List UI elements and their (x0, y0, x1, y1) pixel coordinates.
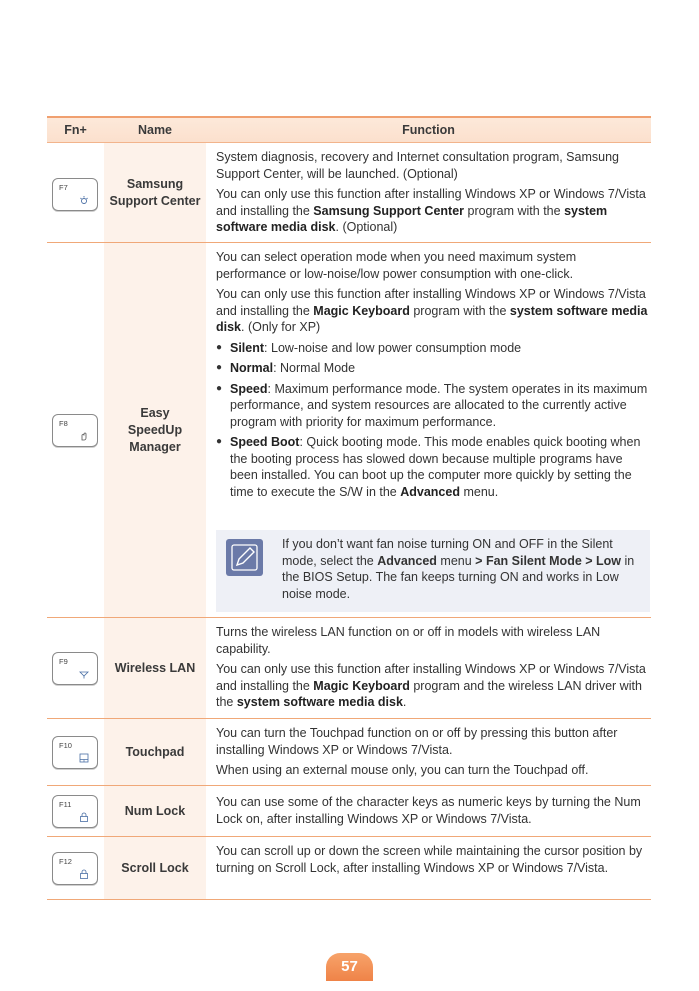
note-box (216, 530, 650, 612)
list-item: ● Speed: Maximum performance mode. The system operates in its maximum performance, and system resources are allocated to the currently active program with priority for maximum performance. (216, 381, 649, 431)
row-function: You can turn the Touchpad function on or off by pressing this button after installing Windows XP or Windows 7/Vista. When using an external mouse only, you can turn the Touchpad off. (216, 726, 618, 777)
note-pencil-icon (226, 539, 263, 576)
row-name: Num Lock (104, 786, 206, 836)
row-name: Wireless LAN (104, 618, 206, 718)
function-key-table (47, 116, 651, 900)
row-name: Touchpad (104, 719, 206, 785)
key-f9: F9 (52, 652, 98, 685)
list-item: ● Normal: Normal Mode (216, 360, 649, 377)
list-item: ● Speed Boot: Quick booting mode. This mode enables quick booting when the booting process has slowed down because multiple programs have been installed. You can boot up the computer more quickly by setting the time to execute the S/W in the Advanced menu. (216, 434, 649, 500)
wireless-icon (79, 669, 89, 679)
note-text: If you don’t want fan noise turning ON and OFF in the Silent mode, select the Advanced menu > Fan Silent Mode > Low in the BIOS Setup. The fan keeps turning ON and works in Low noise mode. (282, 537, 635, 601)
row-function: System diagnosis, recovery and Internet consultation program, Samsung Support Center, will be launched. (Optional) You can only use this function after installing Windows XP or Windows 7/Vista and installing the Samsung Support Center program with the system software media disk. (Optional) (216, 150, 646, 234)
header-function: Function (402, 123, 455, 137)
touchpad-icon (79, 753, 89, 763)
table-row (47, 618, 651, 719)
header-name: Name (137, 123, 173, 137)
table-header (47, 116, 651, 143)
row-function: Turns the wireless LAN function on or off in models with wireless LAN capability. You can only use this function after installing Windows XP or Windows 7/Vista and installing the Magic Keyboard program and the wireless LAN driver with the system software media disk. (216, 625, 646, 709)
table-row (47, 786, 651, 837)
key-f12: F12 (52, 852, 98, 885)
key-f10: F10 (52, 736, 98, 769)
speedup-icon (79, 431, 89, 441)
header-fn: Fn+ (64, 123, 87, 137)
support-center-icon (79, 195, 89, 205)
table-row (47, 719, 651, 786)
list-item: ● Silent: Low-noise and low power consumption mode (216, 340, 649, 357)
table-row (47, 837, 651, 900)
row-function: You can use some of the character keys as numeric keys by turning the Num Lock on, after installing Windows XP or Windows 7/Vista. (216, 795, 641, 826)
key-f8: F8 (52, 414, 98, 447)
page-number: 57 (326, 953, 373, 981)
scroll-lock-icon (79, 869, 89, 879)
table-row (47, 143, 651, 243)
num-lock-icon (79, 812, 89, 822)
row-function: You can select operation mode when you need maximum system performance or low-noise/low power consumption with one-click. You can only use this function after installing Windows XP or Windows 7/Vista and installing the Magic Keyboard program with the system software media disk. (Only for XP) ● Silent: Low-noise and low power consumption mode ● Normal: Normal Mode ● Speed: Maximum performance mode. The system operates in its maximum performance, and system resources are allocated to the currently active program with priority for maximum performance. ● Speed Boot: Quick booting mode. This mode enables quick booting when the booting process has slowed down because multiple programs have been installed. You can boot up the computer more quickly by setting the time to execute the S/W in the Advanced menu. (216, 249, 649, 504)
table-row (47, 243, 651, 618)
row-function: You can scroll up or down the screen while maintaining the cursor position by turning on Scroll Lock, after installing Windows XP or Windows 7/Vista. (216, 844, 643, 875)
row-name: Easy SpeedUp Manager (104, 243, 206, 617)
key-f7: F7 (52, 178, 98, 211)
row-name: Samsung Support Center (104, 143, 206, 242)
key-f11: F11 (52, 795, 98, 828)
row-name: Scroll Lock (104, 837, 206, 899)
